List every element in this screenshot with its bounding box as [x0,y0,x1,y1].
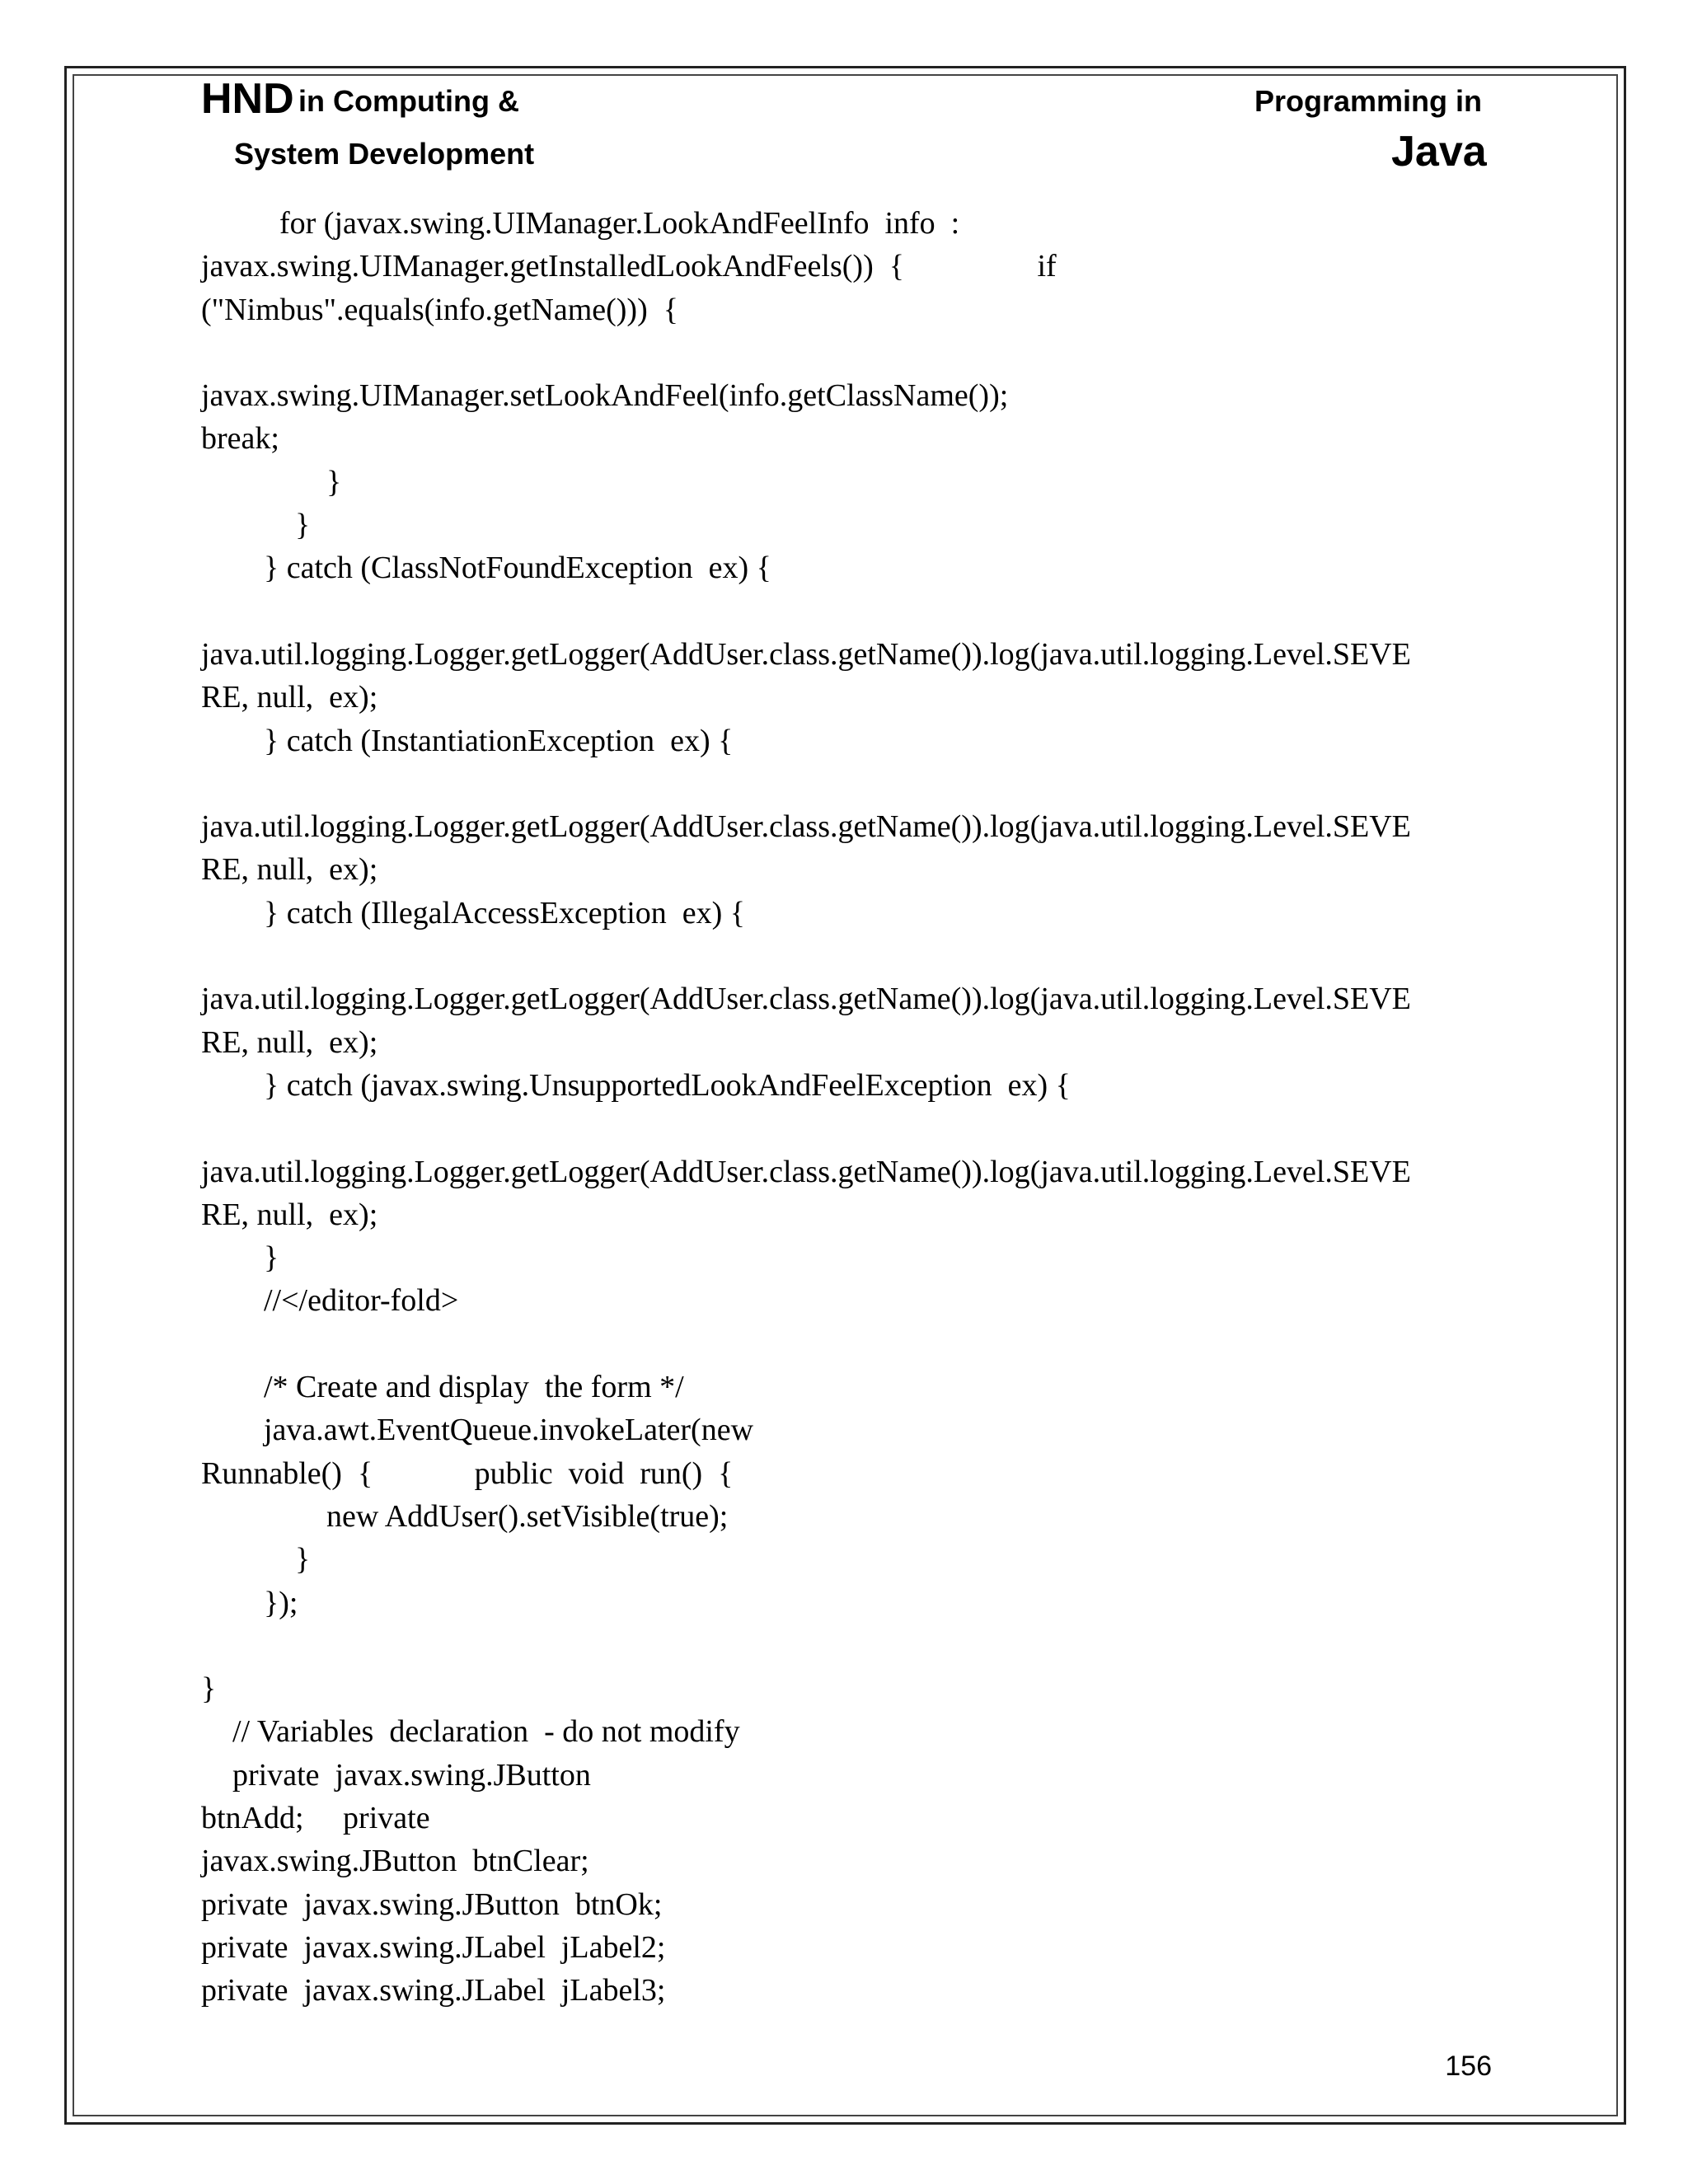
code-line [201,1323,1487,1366]
code-line: private javax.swing.JButton [201,1757,591,1793]
code-line: }); [201,1585,298,1620]
header-java: Java [1391,128,1487,176]
code-line: javax.swing.UIManager.getInstalledLookAndFeels()) { if [201,249,1057,284]
page-number: 156 [1445,2050,1492,2082]
code-line: javax.swing.JButton btnClear; [201,1844,589,1879]
code-line: } [201,1542,311,1577]
code-line: } [201,464,342,499]
code-line: RE, null, ex); [201,1197,378,1232]
header-hnd: HND [201,75,294,123]
code-line: } [201,1671,217,1707]
code-line: } catch (javax.swing.UnsupportedLookAndFeelException ex) { [201,1067,1071,1103]
code-line: } [201,508,311,543]
code-line: javax.swing.UIManager.setLookAndFeel(info.getClassName()); [201,378,1009,414]
code-listing [201,202,1487,2012]
code-line [201,762,1487,805]
code-line: } catch (InstantiationException ex) { [201,723,734,758]
code-line: break; [201,421,279,457]
header-in-computing: in Computing & [298,84,519,118]
code-line [201,1107,1487,1150]
code-line: for (javax.swing.UIManager.LookAndFeelInfo info : [201,206,960,241]
header-programming-in: Programming in [1254,84,1483,118]
code-line: //</editor-fold> [201,1283,459,1319]
code-line [201,590,1487,633]
code-line: // Variables declaration - do not modify [201,1714,740,1750]
code-line: } [201,1240,279,1276]
code-line: java.util.logging.Logger.getLogger(AddUser.class.getName()).log(java.util.logging.Level.SEVE [201,636,1411,672]
code-line: } catch (ClassNotFoundException ex) { [201,551,771,586]
code-line: RE, null, ex); [201,1024,378,1060]
code-line: RE, null, ex); [201,680,378,715]
code-line: /* Create and display the form */ [201,1370,684,1405]
code-line: java.util.logging.Logger.getLogger(AddUser.class.getName()).log(java.util.logging.Level.SEVE [201,1154,1411,1189]
header-system-development: System Development [234,137,535,171]
code-line: RE, null, ex); [201,852,378,888]
code-line: java.util.logging.Logger.getLogger(AddUser.class.getName()).log(java.util.logging.Level.SEVE [201,809,1411,845]
code-line: java.awt.EventQueue.invokeLater(new [201,1413,754,1448]
code-line [201,935,1487,977]
code-line: ("Nimbus".equals(info.getName())) { [201,292,678,327]
code-line: new AddUser().setVisible(true); [201,1498,729,1534]
code-line: Runnable() { public void run() { [201,1455,734,1491]
code-line: private javax.swing.JLabel jLabel3; [201,1973,666,2008]
code-line: } catch (IllegalAccessException ex) { [201,895,746,930]
code-line: private javax.swing.JLabel jLabel2; [201,1929,666,1965]
code-line: java.util.logging.Logger.getLogger(AddUser.class.getName()).log(java.util.logging.Level.SEVE [201,982,1411,1017]
code-line: private javax.swing.JButton btnOk; [201,1886,663,1922]
code-line: btnAdd; private [201,1800,430,1835]
code-line [201,331,1487,374]
code-line [201,1624,1487,1667]
